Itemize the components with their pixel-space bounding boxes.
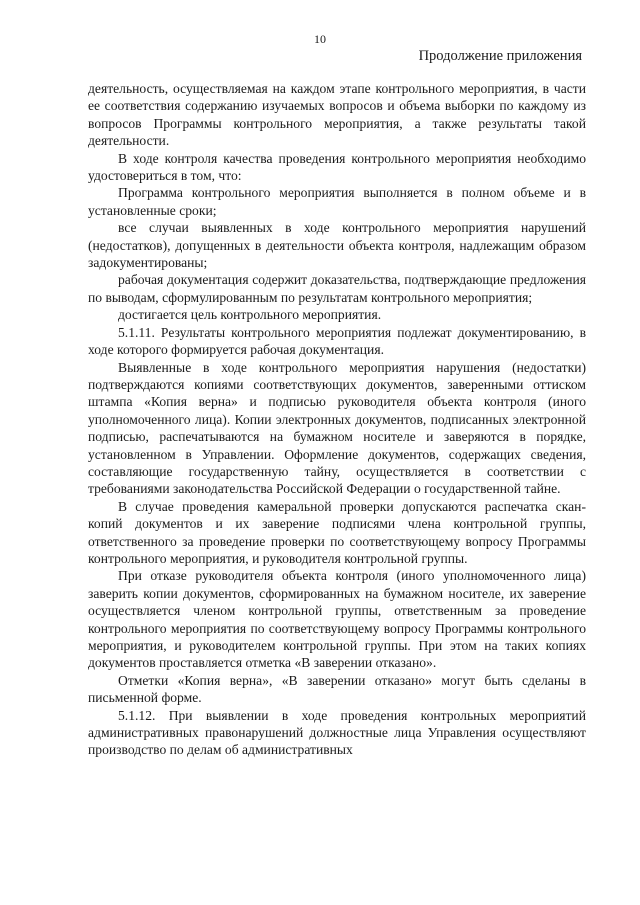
paragraph-desk-audit: В случае проведения камеральной проверки допускаются распечатка скан-копий документов и их заверение подписями члена контрольной группы, ответственного за проведение проверки по соответствующему вопросу Программы контрольного мероприятия, и руководителя контрольной группы.	[88, 498, 586, 566]
paragraph-working-docs-evidence: рабочая документация содержит доказательства, подтверждающие предложения по выводам, сформулированным по результатам контрольного мероприятия;	[88, 272, 586, 305]
document-body	[88, 80, 586, 759]
paragraph-refusal-to-certify: При отказе руководителя объекта контроля (иного уполномоченного лица) заверить копии документов, сформированных на бумажном носителе, их заверение осуществляется членом контрольной группы, ответственным за проведение контрольного мероприятия по соответствующему вопросу Программы контрольного мероприятия, и руководителем контрольной группы. При этом на таких копиях документов проставляется отметка «В заверении отказано».	[88, 568, 586, 671]
paragraph-violations-documented: все случаи выявленных в ходе контрольного мероприятия нарушений (недостатков), допущенных в деятельности объекта контроля, надлежащим образом задокументированы;	[88, 220, 586, 271]
paragraph-marks-handwritten: Отметки «Копия верна», «В заверении отказано» могут быть сделаны в письменной форме.	[88, 672, 586, 706]
page-number: 10	[314, 32, 326, 46]
paragraph-program-executed: Программа контрольного мероприятия выполняется в полном объеме и в установленные сроки;	[88, 185, 586, 218]
paragraph-activity-continuation: деятельность, осуществляемая на каждом этапе контрольного мероприятия, в части ее соответствия содержанию изучаемых вопросов и объема выборки по каждому из вопросов Программы контрольного мероприятия, а также результаты такой деятельности.	[88, 81, 586, 149]
paragraph-quality-control-intro: В ходе контроля качества проведения контрольного мероприятия необходимо удостовериться в том, что:	[88, 150, 586, 184]
paragraph-goal-achieved: достигается цель контрольного мероприятия.	[118, 307, 382, 323]
paragraph-violations-confirmed: Выявленные в ходе контрольного мероприятия нарушения (недостатки) подтверждаются копиями соответствующих документов, заверенными оттиском штампа «Копия верна» и подписью руководителя объекта контроля (иного уполномоченного лица). Копии электронных документов, подписанных электронной подписью, распечатываются на бумажном носителе и заверяются в порядке, установленном в Управлении. Оформление документов, содержащих сведения, составляющие государственную тайну, осуществляется в соответствии с требованиями законодательства Российской Федерации о государственной тайне.	[88, 359, 586, 497]
running-header: Продолжение приложения	[418, 48, 582, 64]
paragraph-section-5-1-11: 5.1.11. Результаты контрольного мероприятия подлежат документированию, в ходе которого формируется рабочая документация.	[88, 324, 586, 358]
paragraph-section-5-1-12: 5.1.12. При выявлении в ходе проведения контрольных мероприятий административных правонарушений должностные лица Управления осуществляют производство по делам об административных	[88, 707, 586, 758]
